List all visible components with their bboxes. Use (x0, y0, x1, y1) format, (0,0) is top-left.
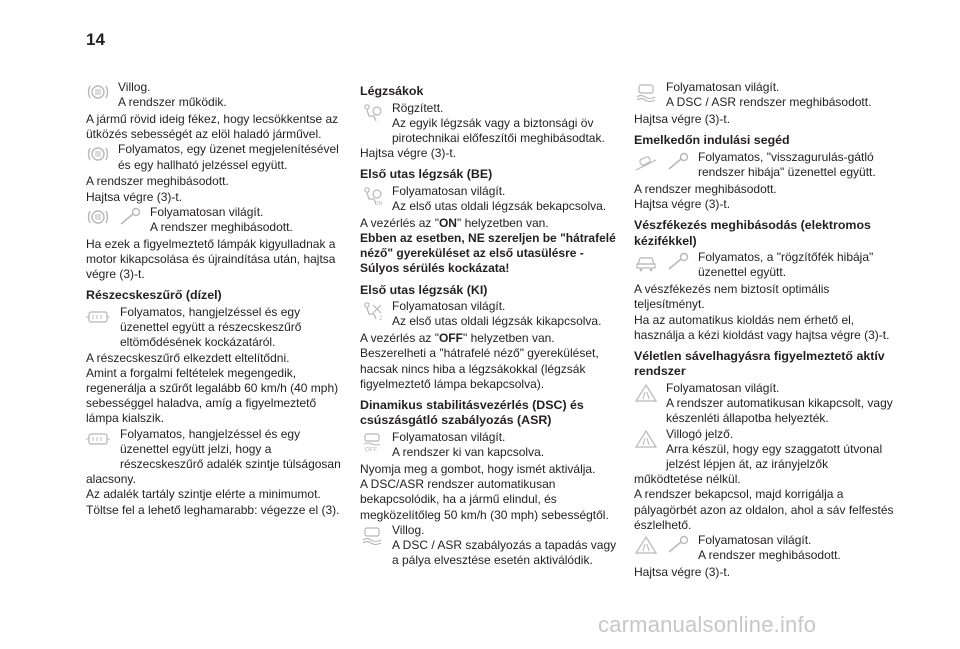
paragraph: A vészfékezés nem biztosít optimális teljesítményt. (634, 282, 830, 312)
block-line: Az egyik légzsák vagy a biztonsági öv pirotechnikai előfeszítői meghibásodtak. (392, 115, 605, 145)
dsc-icon (634, 82, 658, 102)
block-line: A rendszer ki van kapcsolva. (392, 445, 545, 460)
watermark-link[interactable]: carmanualsonline.info (598, 612, 817, 637)
paragraph: Hajtsa végre (3)-t. (360, 146, 457, 161)
indicator-icons (634, 250, 692, 282)
block-line: Villogó jelző. (666, 426, 734, 441)
indicator-emergency-brake-block (634, 250, 896, 282)
paragraph: A rendszer meghibásodott. (634, 181, 777, 196)
indicator-icons (634, 381, 660, 413)
paragraph: Ha ezek a figyelmeztető lámpák kigyulladnak a motor kikapcsolása és újraindítása után, hajtsa végre (3)-t. (86, 236, 336, 282)
section-heading: Dinamikus stabilitásvezérlés (DSC) és csúszásgátló szabályozás (ASR) (360, 397, 584, 428)
wrench-icon (118, 207, 142, 227)
block-line: Folyamatosan világít. (666, 80, 780, 94)
indicator-continuous-block (86, 142, 344, 174)
block-line: Az első utas oldali légzsák bekapcsolva. (392, 199, 607, 214)
block-line: Folyamatosan világít. (150, 204, 264, 219)
dsc-icon (360, 525, 384, 545)
indicator-airbag-block (360, 101, 622, 147)
indicator-icons (634, 150, 692, 182)
paragraph (360, 216, 622, 231)
section-heading: Légzsákok (360, 84, 424, 98)
lane-keeping-icon (634, 535, 658, 555)
indicator-icons (86, 142, 112, 174)
indicator-lane-off-block (634, 381, 896, 427)
section-heading: Első utas légzsák (KI) (360, 282, 488, 297)
paragraph: A részecskeszűrő elkezdett eltelítődni. (86, 350, 290, 365)
paragraph: A rendszer meghibásodott. (86, 174, 229, 189)
dsc-off-icon (360, 432, 384, 452)
block-line: Folyamatos, egy üzenet megjelenítésével és egy hallható jelzéssel együtt. (118, 142, 339, 172)
indicator-lane-blink-block (634, 427, 896, 488)
block-line: Folyamatosan világít. (392, 429, 506, 444)
indicator-icons (634, 80, 660, 112)
particle-filter-icon (86, 307, 110, 327)
indicator-icons (86, 427, 114, 459)
airbag-icon (360, 103, 384, 123)
text-run: " helyzetben van. (462, 331, 555, 346)
car-brake-icon (634, 252, 658, 272)
indicator-icons (86, 305, 114, 337)
indicator-dsc-off-block (360, 430, 622, 462)
column-1 (86, 80, 344, 518)
paragraph: A DSC/ASR rendszer automatikusan bekapcsolódik, ha a jármű elindul, és megközelítőleg 50 km/h (30 mph) sebességtől. (360, 477, 609, 522)
paragraph: Hajtsa végre (3)-t. (634, 112, 731, 126)
paragraph: A jármű rövid ideig fékez, hogy lecsökkentse az ütközés sebességét az elöl haladó járművel. (86, 112, 339, 142)
paragraph: Ha az automatikus kioldás nem érhető el, használja a kézi kioldást vagy hajtsa végre (3)-t. (634, 312, 890, 342)
block-line: Rögzített. (392, 100, 444, 115)
indicator-filter-block (86, 305, 344, 351)
paragraph: Az adalék tartály szintje elérte a minimumot. (86, 487, 321, 502)
hill-start-icon (634, 152, 658, 172)
block-line: A rendszer meghibásodott. (150, 220, 293, 235)
block-line: Az első utas oldali légzsák kikapcsolva. (392, 314, 602, 329)
paragraph: Beszerelheti a "hátrafelé néző" gyereküléset, hacsak nincs hiba a légzsákokkal (légzsák figyelmeztető lámpa bekapcsolva). (360, 346, 599, 391)
block-line: A DSC / ASR szabályozás a tapadás vagy a pálya elvesztése esetén aktiválódik. (392, 537, 617, 568)
indicator-hill-start-block (634, 150, 896, 182)
text-run: A vezérlés az " (360, 215, 439, 230)
text-run-bold: OFF (438, 331, 463, 346)
indicator-icons (360, 430, 386, 462)
brake-light-icon (86, 144, 110, 164)
wrench-icon (666, 535, 690, 555)
section-heading: Vészfékezés meghibásodás (elektromos kézifékkel) (634, 218, 871, 248)
wrench-icon (666, 152, 690, 172)
indicator-airbag-on-block (360, 184, 622, 216)
block-line: A rendszer működik. (118, 95, 227, 110)
paragraph: Hajtsa végre (3)-t. (634, 196, 731, 211)
block-line: A DSC / ASR rendszer meghibásodott. (666, 95, 872, 110)
indicator-airbag-off-block (360, 299, 622, 331)
page-number: 14 (86, 30, 105, 49)
block-line: Folyamatos, a "rögzítőfék hibája" üzenettel együtt. (698, 250, 874, 280)
block-line: Folyamatosan világít. (392, 183, 506, 198)
column-3 (634, 80, 896, 580)
airbag-off-icon (360, 301, 384, 321)
paragraph: Nyomja meg a gombot, hogy ismét aktiválja. (360, 461, 596, 476)
lane-keeping-icon (634, 429, 658, 449)
text-run: " helyzetben van. (456, 215, 549, 230)
block-line: A rendszer automatikusan kikapcsolt, vagy készenléti állapotba helyezték. (666, 396, 893, 426)
block-line: A rendszer meghibásodott. (698, 548, 841, 563)
block-line: Villog. (392, 522, 425, 537)
paragraph (360, 331, 622, 346)
indicator-icons (86, 80, 112, 112)
indicator-icons (634, 533, 692, 565)
section-heading: Első utas légzsák (BE) (360, 167, 493, 182)
block-line: Folyamatosan világít. (698, 532, 812, 547)
svg-text:ON: ON (375, 200, 383, 206)
indicator-lane-fault-block (634, 533, 896, 565)
indicator-pair-block (86, 205, 344, 237)
indicator-icons (86, 205, 144, 237)
brake-light-icon (86, 82, 110, 102)
block-line: Arra készül, hogy egy szaggatott útvonal jelzést lépjen át, az irányjelzők működtetése nélkül. (634, 441, 883, 487)
section-heading: Véletlen sávelhagyásra figyelmeztető aktív rendszer (634, 348, 885, 379)
paragraph: Amint a forgalmi feltételek megengedik, regenerálja a szűrőt legalább 60 km/h (40 mph) sebességgel haladva, amíg a figyelmeztető lámpa kialszik. (86, 365, 339, 426)
indicator-icons (634, 427, 660, 459)
indicator-icons (360, 184, 386, 216)
block-line: Folyamatosan világít. (392, 299, 506, 314)
block-line: Folyamatosan világít. (666, 380, 780, 395)
text-run: A vezérlés az " (360, 331, 439, 346)
indicator-dsc-block (360, 523, 622, 569)
indicator-icons (360, 299, 386, 331)
indicator-filter-block (86, 427, 344, 488)
svg-text:2: 2 (379, 316, 383, 322)
text-run-bold: ON (438, 215, 457, 230)
block-line: Folyamatos, "visszagurulás-gátló rendszer hibája" üzenettel együtt. (698, 149, 876, 179)
indicator-icons (360, 523, 386, 555)
warning-paragraph: Ebben az esetben, NE szereljen be "hátrafelé néző" gyereküléset az első utasülésre - Súlyos sérülés kockázata! (360, 231, 616, 276)
svg-text:OFF: OFF (365, 447, 377, 452)
section-heading: Emelkedőn indulási segéd (634, 133, 790, 148)
column-2 (360, 80, 622, 568)
block-line: Folyamatos, hangjelzéssel és egy üzenettel együtt jelzi, hogy a részecskeszűrő adalék szintje túlságosan alacsony. (86, 426, 341, 487)
brake-light-icon (86, 207, 110, 227)
paragraph: Hajtsa végre (3)-t. (634, 564, 731, 579)
indicator-dsc-fault-block (634, 80, 896, 112)
indicator-icons (360, 101, 386, 133)
lane-keeping-icon (634, 383, 658, 403)
airbag-on-icon (360, 186, 384, 206)
paragraph: A rendszer bekapcsol, majd korrigálja a pályagörbét azon az oldalon, ahol a sáv felfestés észlelhető. (634, 487, 894, 532)
paragraph: Hajtsa végre (3)-t. (86, 189, 183, 204)
wrench-icon (666, 252, 690, 272)
particle-filter-icon (86, 429, 110, 449)
section-heading: Részecskeszűrő (dízel) (86, 288, 222, 303)
block-line: Folyamatos, hangjelzéssel és egy üzenettel együtt a részecskeszűrő eltömődésének kockázatáról. (120, 304, 302, 350)
indicator-blinking-block (86, 80, 344, 112)
block-line: Villog. (118, 80, 151, 94)
paragraph: Töltse fel a lehető leghamarabb: végezze el (3). (86, 502, 340, 517)
